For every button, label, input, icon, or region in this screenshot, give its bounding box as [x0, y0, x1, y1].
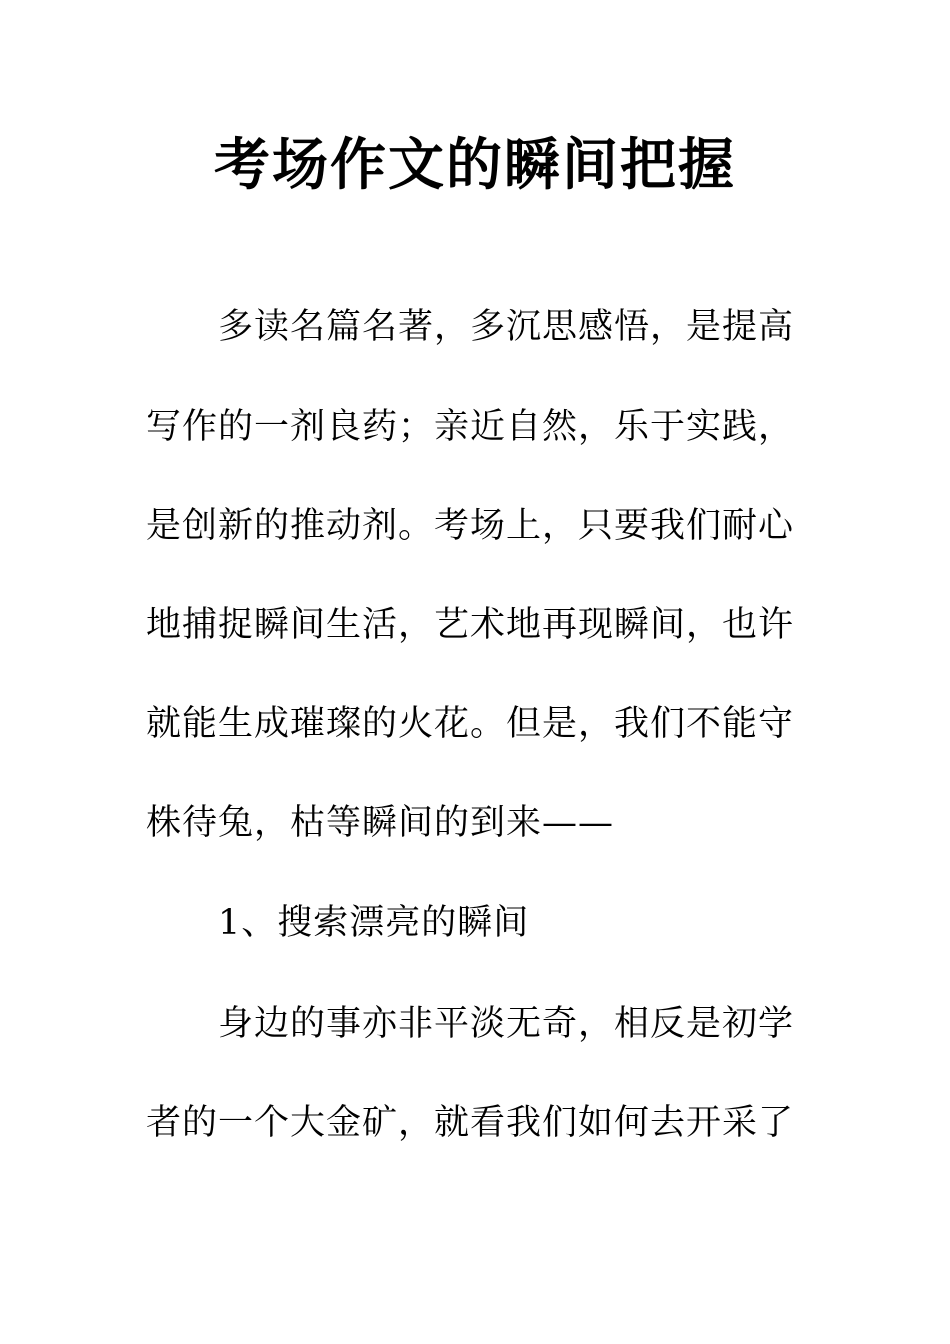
paragraph-line: 株待兔，枯等瞬间的到来——	[146, 803, 615, 843]
paragraph-line: 是创新的推动剂。考场上，只要我们耐心	[146, 506, 795, 546]
paragraph-line: 多读名篇名著，多沉思感悟，是提高	[218, 307, 795, 347]
paragraph-line: 就能生成璀璨的火花。但是，我们不能守	[146, 704, 795, 744]
paragraph-line: 者的一个大金矿，就看我们如何去开采了	[146, 1103, 795, 1143]
paragraph-line: 写作的一剂良药；亲近自然，乐于实践，	[146, 407, 795, 447]
paragraph-line: 身边的事亦非平淡无奇，相反是初学	[218, 1004, 795, 1044]
section-heading: 1、搜索漂亮的瞬间	[218, 903, 530, 943]
paragraph-line: 地捕捉瞬间生活，艺术地再现瞬间，也许	[146, 605, 795, 645]
document-title: 考场作文的瞬间把握	[214, 133, 736, 198]
